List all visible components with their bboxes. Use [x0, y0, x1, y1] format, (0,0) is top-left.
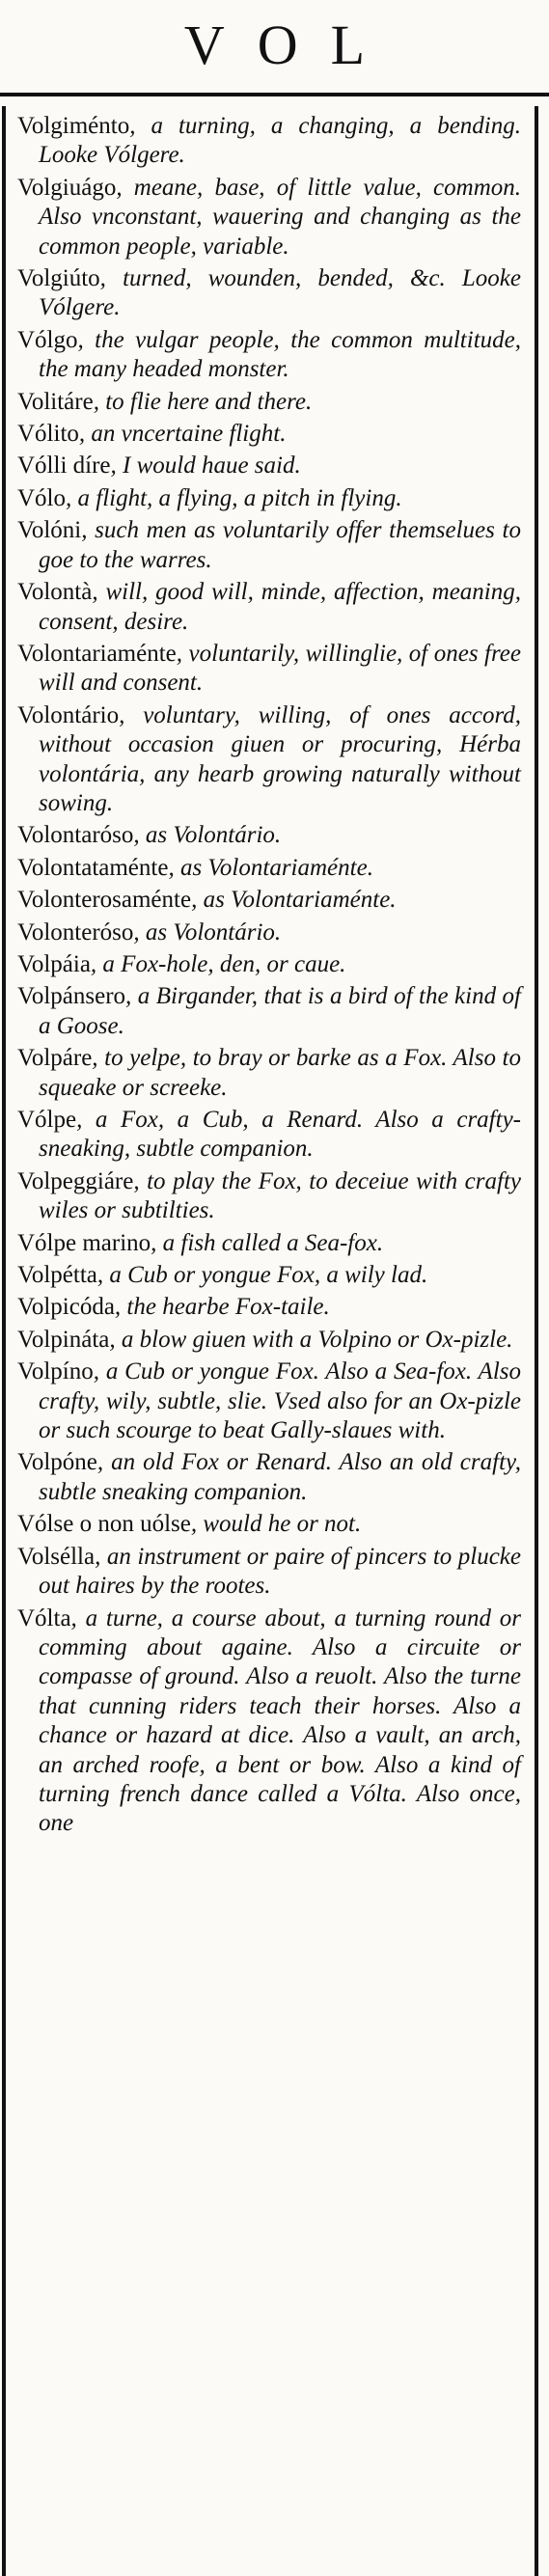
entry-headword: Volpicóda — [17, 1294, 115, 1321]
dictionary-entry — [17, 1326, 521, 1355]
dictionary-entry — [17, 420, 521, 449]
entry-headword: Volpóne — [17, 1449, 97, 1476]
dictionary-entry — [17, 854, 521, 883]
entry-definition: , voluntarily, willinglie, of ones free will and consent. — [39, 640, 521, 697]
entry-headword: Volóni — [17, 517, 82, 544]
entry-headword: Vólse o non uólse — [17, 1511, 191, 1538]
entry-definition: , the vulgar people, the common multitude, the many headed monster. — [39, 326, 521, 383]
entry-definition: , voluntary, willing, of ones accord, without occasion giuen or procuring, Hérba volontária, any hearb growing naturally without sowing. — [39, 701, 521, 816]
dictionary-entry — [17, 1604, 521, 1839]
dictionary-entry — [17, 640, 521, 699]
dictionary-entry — [17, 886, 521, 915]
entry-definition: , a Cub or yongue Fox, a wily lad. — [96, 1262, 428, 1289]
entry-definition: , a Birgander, that is a bird of the kind of a Goose. — [39, 983, 521, 1039]
entry-headword: Volontaróso — [17, 822, 134, 849]
entry-headword: Vólpe marino — [17, 1229, 151, 1256]
entry-headword: Volgiúto — [17, 265, 100, 292]
entry-headword: Volonteróso — [17, 918, 134, 945]
dictionary-entry — [17, 388, 521, 417]
entry-definition: , to flie here and there. — [93, 388, 313, 415]
dictionary-entry — [17, 1510, 521, 1539]
entry-definition: , as Volontário. — [133, 918, 282, 945]
entry-definition: , as Volontariaménte. — [191, 887, 397, 914]
dictionary-entry — [17, 1106, 521, 1165]
entry-definition: , such men as voluntarily offer themselues to goe to the warres. — [39, 517, 521, 573]
entry-definition: , will, good will, minde, affection, meaning, consent, desire. — [39, 579, 521, 635]
entry-definition: , meane, base, of little value, common. Also vnconstant, wauering and changing as the common people, variable. — [39, 174, 521, 260]
dictionary-entry — [17, 950, 521, 979]
dictionary-entry — [17, 452, 521, 480]
entry-definition: , turned, wounden, bended, &c. Looke Vólgere. — [39, 265, 521, 321]
entry-headword: Volontariaménte — [17, 640, 177, 667]
dictionary-entry — [17, 516, 521, 575]
dictionary-entry — [17, 1543, 521, 1602]
dictionary-entry — [17, 326, 521, 385]
entry-headword: Volpáre — [17, 1045, 93, 1072]
entry-headword: Volpináta — [17, 1326, 110, 1353]
entry-definition: , an old Fox or Renard. Also an old crafty, subtle sneaking companion. — [39, 1449, 521, 1505]
dictionary-entry — [17, 1261, 521, 1290]
dictionary-entry — [17, 484, 521, 513]
entry-headword: Volpáia — [17, 950, 91, 977]
entry-definition: , a Fox-hole, den, or caue. — [90, 950, 346, 977]
dictionary-entry — [17, 264, 521, 323]
entry-definition: , a Cub or yongue Fox. Also a Sea-fox. Also crafty, wily, subtle, slie. Vsed also for an Ox-pizle or such scourge to beat Gally-slaues with. — [39, 1358, 521, 1444]
dictionary-entry — [17, 1293, 521, 1322]
dictionary-entry — [17, 174, 521, 261]
entry-headword: Volpíno — [17, 1358, 94, 1385]
entry-headword: Volpeggiáre — [17, 1167, 134, 1194]
entry-definition: , an instrument or paire of pincers to plucke out haires by the rootes. — [39, 1543, 521, 1600]
entry-headword: Volpánsero — [17, 983, 126, 1010]
entry-definition: , a blow giuen with a Volpino or Ox-pizle. — [109, 1326, 513, 1353]
entry-definition: , would he or not. — [190, 1511, 362, 1538]
entry-headword: Vólli díre — [17, 452, 111, 480]
dictionary-entry — [17, 821, 521, 850]
entry-definition: , to play the Fox, to deceiue with crafty wiles or subtilties. — [39, 1167, 521, 1224]
dictionary-entry — [17, 112, 521, 171]
header-rule — [0, 93, 549, 96]
entry-definition: , a flight, a flying, a pitch in flying. — [66, 484, 402, 511]
dictionary-entry — [17, 982, 521, 1041]
dictionary-entry — [17, 1448, 521, 1507]
entry-definition: , as Volontariaménte. — [168, 854, 373, 881]
entry-headword: Volgiménto — [17, 113, 130, 139]
entry-definition: , to yelpe, to bray or barke as a Fox. Also to squeake or screeke. — [39, 1045, 521, 1101]
entry-headword: Volontário — [17, 701, 120, 728]
entry-headword: Volgiuágo — [17, 174, 117, 201]
dictionary-entry — [17, 701, 521, 819]
entry-definition: , as Volontário. — [133, 822, 282, 849]
entry-definition: , an vncertaine flight. — [78, 421, 287, 448]
entry-definition: , a Fox, a Cub, a Renard. Also a crafty-sneaking, subtle companion. — [39, 1107, 521, 1163]
dictionary-entry — [17, 1229, 521, 1258]
entry-headword: Volonterosaménte — [17, 887, 192, 914]
entry-headword: Volontataménte — [17, 854, 169, 881]
entry-definition: , the hearbe Fox-taile. — [114, 1294, 330, 1321]
entry-headword: Vólito — [17, 421, 79, 448]
entry-headword: Vólgo — [17, 326, 78, 353]
dictionary-entry — [17, 1167, 521, 1226]
dictionary-entry — [17, 1044, 521, 1103]
dictionary-entry — [17, 918, 521, 947]
entry-headword: Vólo — [17, 484, 66, 511]
running-head: VOL — [183, 13, 398, 76]
entry-headword: Volsélla — [17, 1543, 96, 1570]
entry-list — [17, 112, 521, 1842]
entry-definition: , a turning, a changing, a bending. Looke Vólgere. — [39, 113, 521, 169]
entry-headword: Volpétta — [17, 1262, 97, 1289]
entry-definition: , I would haue said. — [110, 452, 301, 480]
entry-headword: Vólta — [17, 1604, 71, 1631]
dictionary-entry — [17, 578, 521, 637]
entry-headword: Vólpe — [17, 1107, 77, 1133]
entry-definition: , a turne, a course about, a turning round or comming about againe. Also a circuite or compasse of ground. Also a reuolt. Also the turne that cunning riders teach their horses. Also a chance or hazard at dice. Also a vault, an arch, an arched roofe, a bent or bow. Also a kind of turning french dance called a Vólta. Also once, one — [39, 1604, 521, 1837]
dictionary-entry — [17, 1357, 521, 1445]
entry-definition: , a fish called a Sea-fox. — [151, 1229, 384, 1256]
entry-headword: Volitáre — [17, 388, 94, 415]
entry-headword: Volontà — [17, 579, 93, 606]
